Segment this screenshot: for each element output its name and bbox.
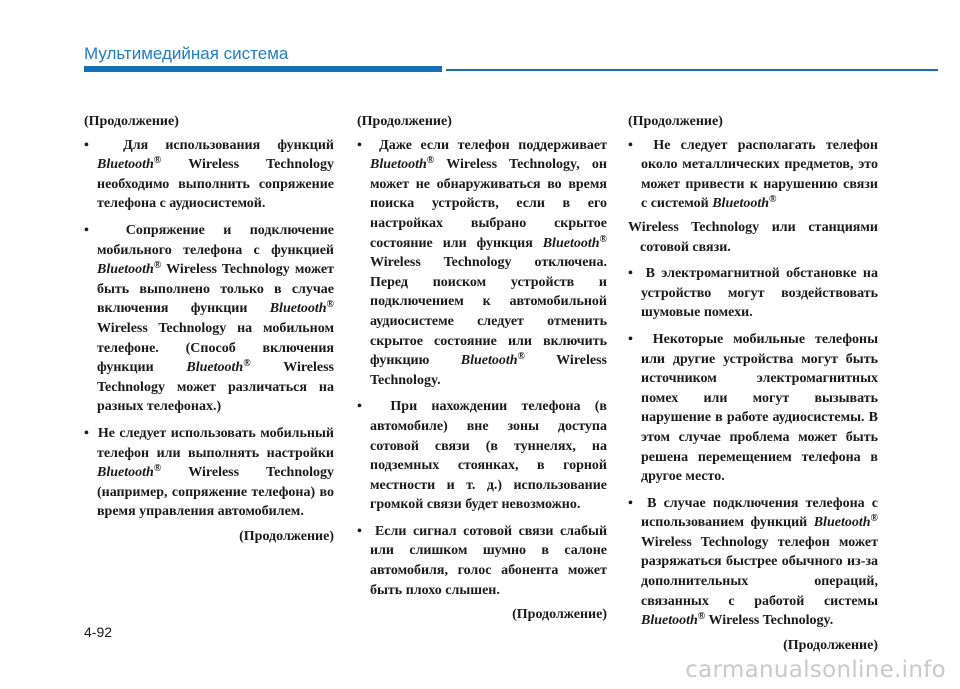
column-2 (357, 112, 607, 632)
bullet-item: • Не следует располагать телефон около металлических предметов, это может привести к нарушению связи с системой Bluetooth® (628, 137, 878, 212)
bullet-item: • Если сигнал сотовой связи слабый или слишком шумно в салоне автомобиля, голос абонента может быть плохо слышен. (357, 523, 608, 598)
page-number: 4-92 (84, 624, 113, 640)
bullet-item: • Не следует использовать мобильный телефон или выполнять настройки Bluetooth® Wireless Technology (например, сопряжение телефона) во время управления автомобилем. (84, 425, 334, 520)
bullet-item: • Для использования функций Bluetooth® Wireless Technology необходимо выполнить сопряжение телефона с аудиосистемой. (84, 137, 334, 212)
header-rule-thick (84, 66, 442, 72)
bullet-item: • При нахождении телефона (в автомобиле) вне зоны доступа сотовой связи (в туннелях, на подземных стоянках, в горной местности и т. д.) использование громкой связи будет невозможно. (357, 399, 607, 513)
column-1 (84, 112, 334, 553)
continued-label: (Продолжение) (628, 114, 723, 129)
continues-label: (Продолжение) (783, 637, 878, 653)
bullet-item: • Сопряжение и подключение мобильного телефона с функцией Bluetooth® Wireless Technology может быть выполнено только в случае включения функции Bluetooth® Wireless Technology на мобильном телефоне. (Способ включения функции Bluetooth® Wireless Technology может различаться на разных телефонах.) (84, 222, 335, 415)
section-title: Мультимедийная система (84, 44, 289, 63)
bullet-item: • В случае подключения телефона с использованием функций Bluetooth® Wireless Technology телефон может разряжаться быстрее обычного из-за дополнительных операций, связанных с работой системы Bluetooth® Wireless Technology. (628, 495, 879, 629)
bullet-item: • В электромагнитной обстановке на устройство могут воздействовать шумовые помехи. (628, 266, 878, 321)
bullet-item: • Даже если телефон поддерживает Bluetooth® Wireless Technology, он может не обнаруживаться во время поиска устройств, если в его настройках выбрано скрытое состояние или функция Bluetooth® Wireless Technology отключена. Перед поиском устройств и подключением к автомобильной аудиосистеме следует отменить скрытое состояние или включить функцию Bluetooth® Wireless Technology. (357, 137, 607, 388)
header-rule-thin (446, 69, 938, 71)
continued-label: (Продолжение) (84, 114, 179, 129)
continues-label: (Продолжение) (239, 528, 334, 544)
continued-label: (Продолжение) (357, 114, 452, 129)
continues-label: (Продолжение) (512, 607, 607, 623)
bullet-continuation: Wireless Technology или станциями сотовой связи. (628, 219, 878, 255)
column-3 (628, 112, 878, 662)
watermark: carmanualsonline.info (685, 657, 946, 683)
bullet-item: • Некоторые мобильные телефоны или другие устройства могут быть источником электромагнитных помех или могут вызывать нарушение в работе аудиосистемы. В этом случае проблема может быть решена перемещением телефона в другое место. (628, 331, 879, 485)
